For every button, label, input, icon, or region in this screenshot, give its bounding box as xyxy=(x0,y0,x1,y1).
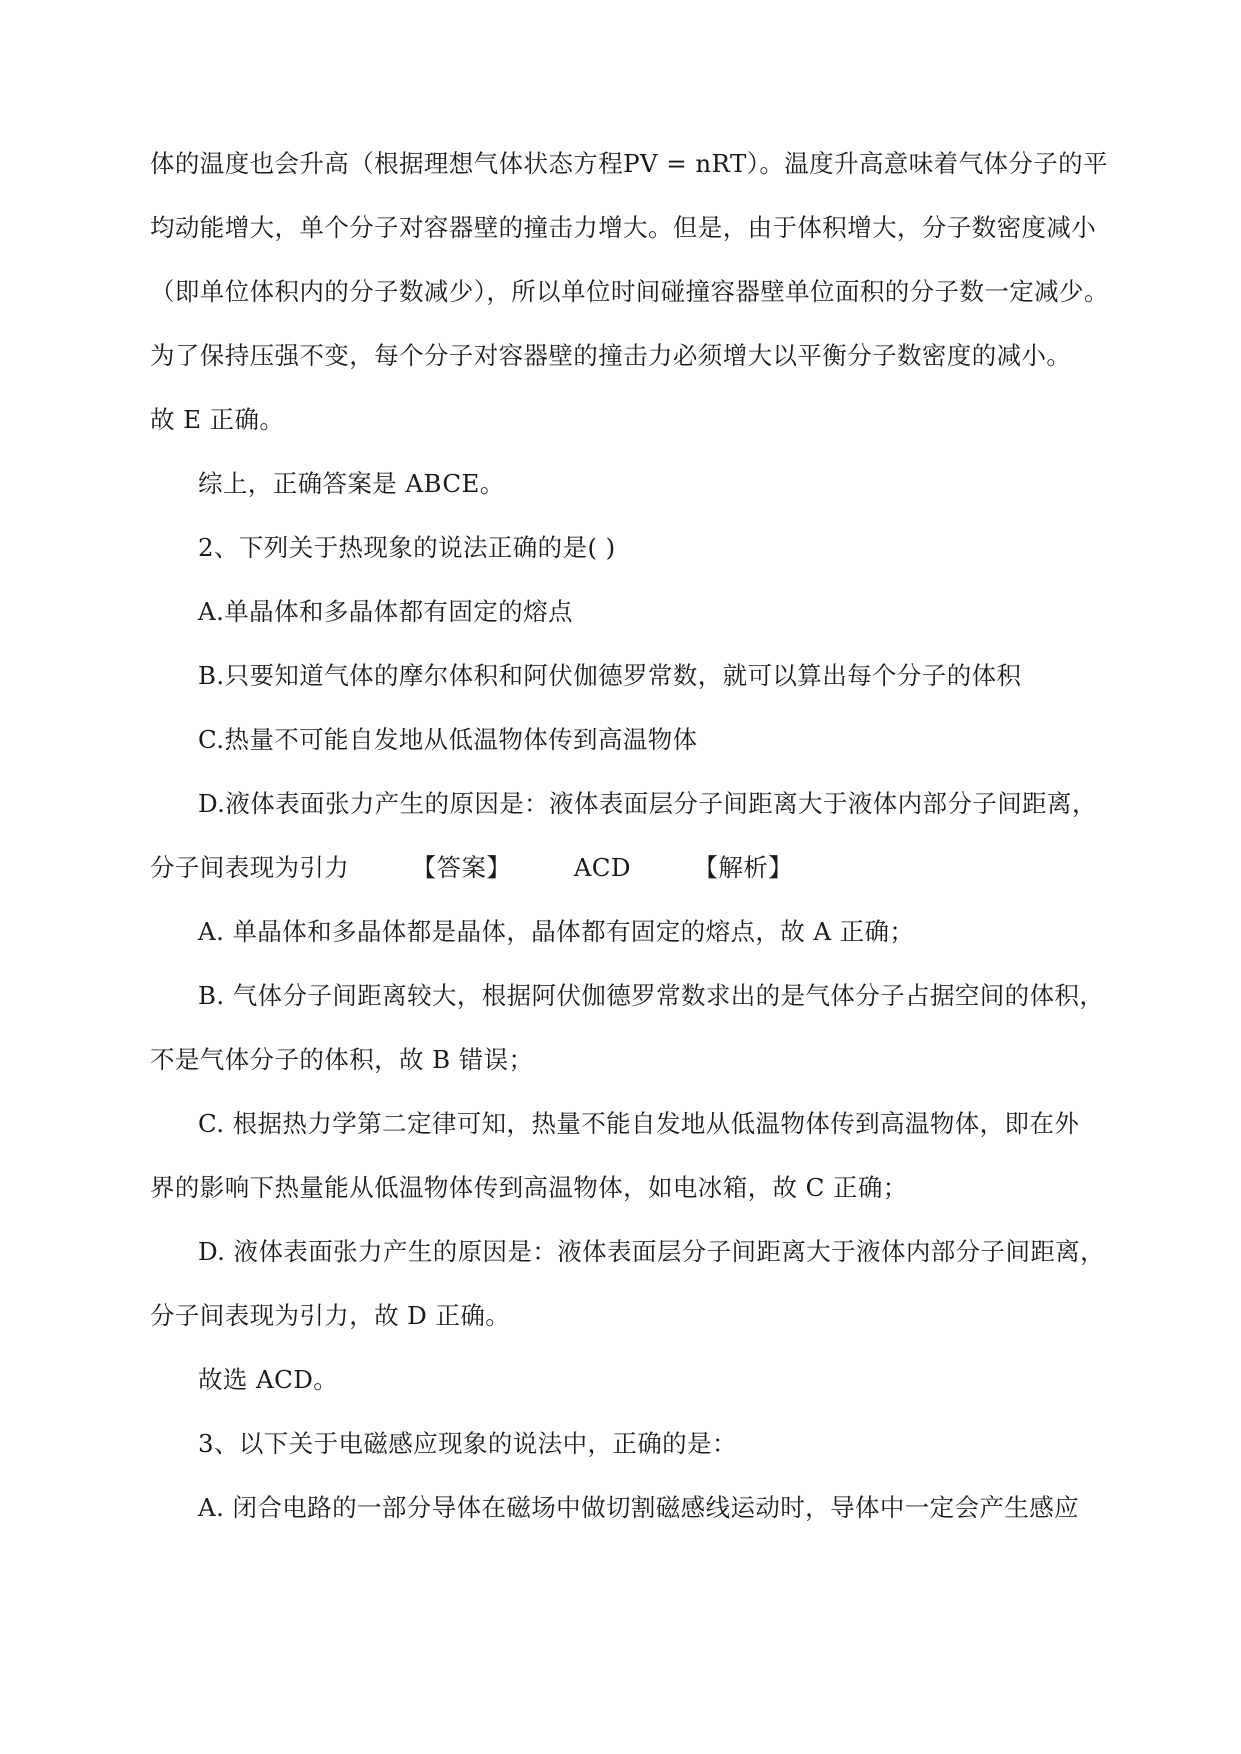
analysis-c: C. 根据热力学第二定律可知，热量不能自发地从低温物体传到高温物体，即在外 xyxy=(198,1109,1080,1138)
option-d: D.液体表面张力产生的原因是：液体表面层分子间距离大于液体内部分子间距离， xyxy=(198,789,1097,818)
option-b: B.只要知道气体的摩尔体积和阿伏伽德罗常数，就可以算出每个分子的体积 xyxy=(198,661,1022,690)
text-line: 体的温度也会升高（根据理想气体状态方程PV = nRT）。温度升高意味着气体分子的平 xyxy=(150,149,1108,178)
answer-line: 分子间表现为引力 【答案】 ACD 【解析】 xyxy=(150,853,794,882)
final-answer: 故选 ACD。 xyxy=(198,1365,339,1394)
text-line: 界的影响下热量能从低温物体传到高温物体，如电冰箱，故 C 正确； xyxy=(150,1173,908,1202)
text-line: 故 E 正确。 xyxy=(150,405,285,434)
option-a: A.单晶体和多晶体都有固定的熔点 xyxy=(198,597,573,626)
text-line: （即单位体积内的分子数减少），所以单位时间碰撞容器壁单位面积的分子数一定减少。 xyxy=(150,277,1109,306)
analysis-d: D. 液体表面张力产生的原因是：液体表面层分子间距离大于液体内部分子间距离， xyxy=(198,1237,1106,1266)
text-line: 均动能增大，单个分子对容器壁的撞击力增大。但是，由于体积增大，分子数密度减小 xyxy=(150,213,1097,242)
summary-line: 综上，正确答案是 ABCE。 xyxy=(198,469,505,498)
question-3-stem: 3、以下关于电磁感应现象的说法中，正确的是： xyxy=(198,1429,737,1458)
text-line: 不是气体分子的体积，故 B 错误； xyxy=(150,1045,534,1074)
analysis-a: A. 单晶体和多晶体都是晶体，晶体都有固定的熔点，故 A 正确； xyxy=(198,917,915,946)
option-c: C.热量不可能自发地从低温物体传到高温物体 xyxy=(198,725,698,754)
text-line: 为了保持压强不变，每个分子对容器壁的撞击力必须增大以平衡分子数密度的减小。 xyxy=(150,341,1072,370)
option-a: A. 闭合电路的一部分导体在磁场中做切割磁感线运动时，导体中一定会产生感应 xyxy=(198,1493,1080,1522)
text-line: 分子间表现为引力，故 D 正确。 xyxy=(150,1301,511,1330)
analysis-b: B. 气体分子间距离较大，根据阿伏伽德罗常数求出的是气体分子占据空间的体积， xyxy=(198,981,1105,1010)
question-2-stem: 2、下列关于热现象的说法正确的是( ) xyxy=(198,533,616,562)
